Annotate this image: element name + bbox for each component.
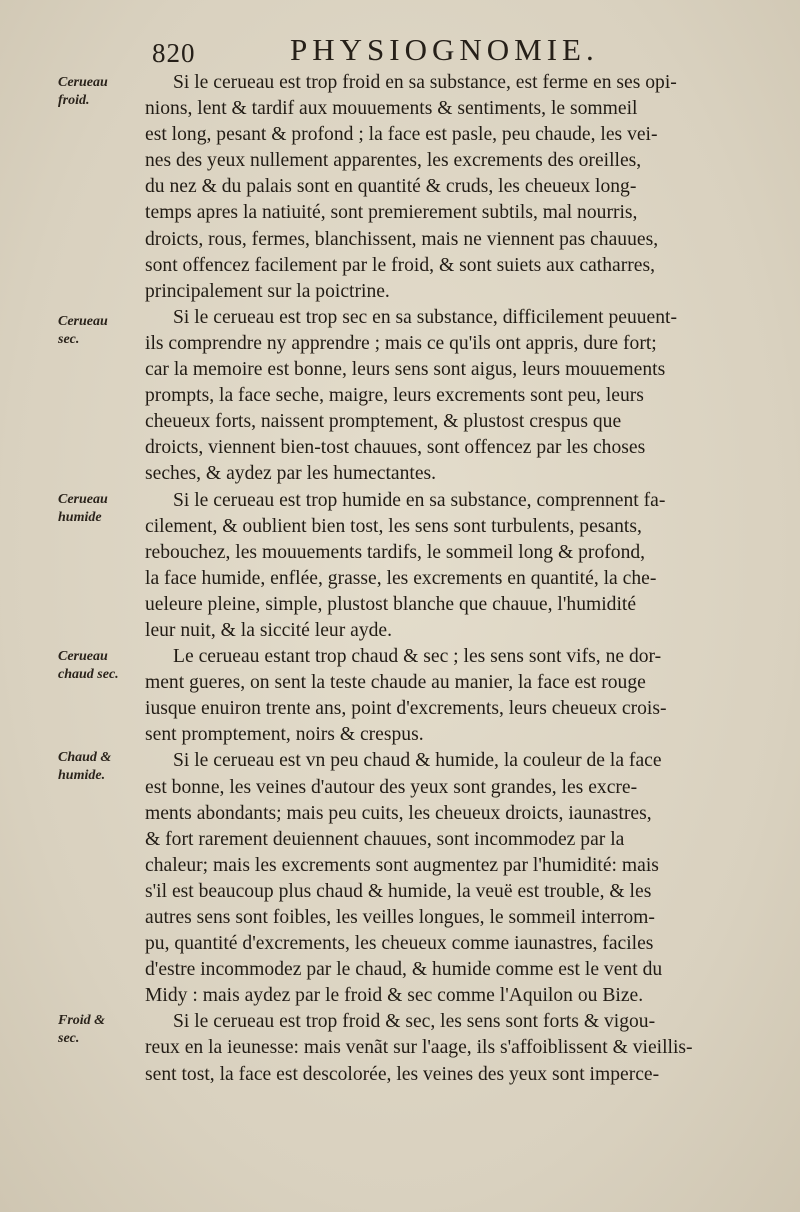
text-line: prompts, la face seche, maigre, leurs excrements sont peu, leurs <box>145 385 644 407</box>
margin-note-line: sec. <box>58 1031 80 1046</box>
paragraph-cerueau-chaud-sec <box>145 644 765 748</box>
text-line: du nez & du palais sont en quantité & cruds, les cheueux long- <box>145 176 637 198</box>
margin-note-cerueau-humide <box>58 491 108 527</box>
text-line: reux en la ieunesse: mais venãt sur l'aage, ils s'affoiblissent & vieillis- <box>145 1037 693 1059</box>
text-line: Le cerueau estant trop chaud & sec ; les sens sont vifs, ne dor- <box>173 646 662 668</box>
text-line: droicts, viennent bien-tost chauues, sont offencez par les choses <box>145 437 646 459</box>
margin-note-line: humide. <box>58 768 106 783</box>
text-line: Midy : mais aydez par le froid & sec comme l'Aquilon ou Bize. <box>145 985 644 1007</box>
text-line: est long, pesant & profond ; la face est pasle, peu chaude, les vei- <box>145 124 658 146</box>
paragraph-cerueau-froid <box>145 70 765 305</box>
text-line: nes des yeux nullement apparentes, les excrements des oreilles, <box>145 150 642 172</box>
margin-note-line: humide <box>58 510 102 525</box>
text-line: s'il est beaucoup plus chaud & humide, la veuë est trouble, & les <box>145 880 652 902</box>
text-line: droicts, rous, fermes, blanchissent, mais ne viennent pas chauues, <box>145 228 659 250</box>
margin-note-line: sec. <box>58 332 80 347</box>
text-line: cheueux forts, naissent promptement, & plustost crespus que <box>145 411 622 433</box>
running-head: PHYSIOGNOMIE. <box>290 32 599 67</box>
paragraph-cerueau-sec <box>145 305 765 488</box>
text-line: sont offencez facilement par le froid, & sont suiets aux catharres, <box>145 254 655 276</box>
body-text <box>145 70 765 1088</box>
text-line: principalement sur la poictrine. <box>145 280 390 302</box>
margin-note-line: froid. <box>58 93 90 108</box>
margin-note-line: Cerueau <box>58 492 108 507</box>
paragraph-cerueau-humide <box>145 488 765 645</box>
text-line: Si le cerueau est vn peu chaud & humide, la couleur de la face <box>173 750 662 772</box>
text-line: car la memoire est bonne, leurs sens sont aigus, leurs mouuements <box>145 359 666 381</box>
text-line: autres sens sont foibles, les veilles longues, le sommeil interrom- <box>145 907 655 928</box>
page-number: 820 <box>152 38 196 68</box>
text-line: ueleure pleine, simple, plustost blanche que chauue, l'humidité <box>145 593 637 615</box>
text-line: est bonne, les veines d'autour des yeux sont grandes, les excre- <box>145 776 638 798</box>
margin-note-line: Cerueau <box>58 314 108 329</box>
text-line: chaleur; mais les excrements sont augmentez par l'humidité: mais <box>145 854 659 876</box>
text-line: sent promptement, noirs & crespus. <box>145 724 424 746</box>
text-line: sent tost, la face est descolorée, les veines des yeux sont imperce- <box>145 1063 660 1085</box>
text-line: Si le cerueau est trop sec en sa substance, difficilement peuuent- <box>173 306 677 328</box>
text-line: ment gueres, on sent la teste chaude au manier, la face est rouge <box>145 672 646 694</box>
text-line: rebouchez, les mouuements tardifs, le sommeil long & profond, <box>145 541 646 563</box>
margin-note-froid-sec <box>58 1012 105 1048</box>
margin-note-line: Cerueau <box>58 75 108 90</box>
text-line: Si le cerueau est trop froid en sa substance, est ferme en ses opi- <box>173 72 677 93</box>
paragraph-froid-sec <box>145 1009 765 1087</box>
text-line: ments abondants; mais peu cuits, les cheueux droicts, iaunastres, <box>145 802 652 824</box>
text-line: seches, & aydez par les humectantes. <box>145 463 437 485</box>
text-line: temps apres la natiuité, sont premierement subtils, mal nourris, <box>145 202 638 224</box>
text-line: Si le cerueau est trop humide en sa substance, comprennent fa- <box>173 489 666 511</box>
margin-note-cerueau-froid <box>58 74 108 110</box>
margin-note-cerueau-sec <box>58 313 108 349</box>
text-line: nions, lent & tardif aux mouuements & sentiments, le sommeil <box>145 98 638 120</box>
text-line: & fort rarement deuiennent chauues, sont incommodez par la <box>145 828 625 850</box>
text-line: pu, quantité d'excrements, les cheueux comme iaunastres, faciles <box>145 933 654 955</box>
text-line: ils comprendre ny apprendre ; mais ce qu'ils ont appris, dure fort; <box>145 332 657 354</box>
text-line: iusque enuiron trente ans, point d'excrements, leurs cheueux crois- <box>145 698 667 720</box>
margin-note-line: Cerueau <box>58 649 108 664</box>
margin-note-line: Froid & <box>58 1013 106 1028</box>
paragraph-chaud-humide <box>145 748 765 1009</box>
text-line: leur nuit, & la siccité leur ayde. <box>145 619 393 641</box>
text-line: la face humide, enflée, grasse, les excrements en quantité, la che- <box>145 567 657 589</box>
margin-note-line: Chaud & <box>58 750 112 765</box>
text-line: Si le cerueau est trop froid & sec, les sens sont forts & vigou- <box>173 1011 656 1033</box>
margin-note-cerueau-chaud-sec <box>58 648 119 684</box>
text-line: d'estre incommodez par le chaud, & humide comme est le vent du <box>145 959 663 981</box>
margin-note-line: chaud sec. <box>58 667 119 682</box>
margin-note-chaud-humide <box>58 749 111 785</box>
text-line: cilement, & oublient bien tost, les sens sont turbulents, pesants, <box>145 515 642 537</box>
